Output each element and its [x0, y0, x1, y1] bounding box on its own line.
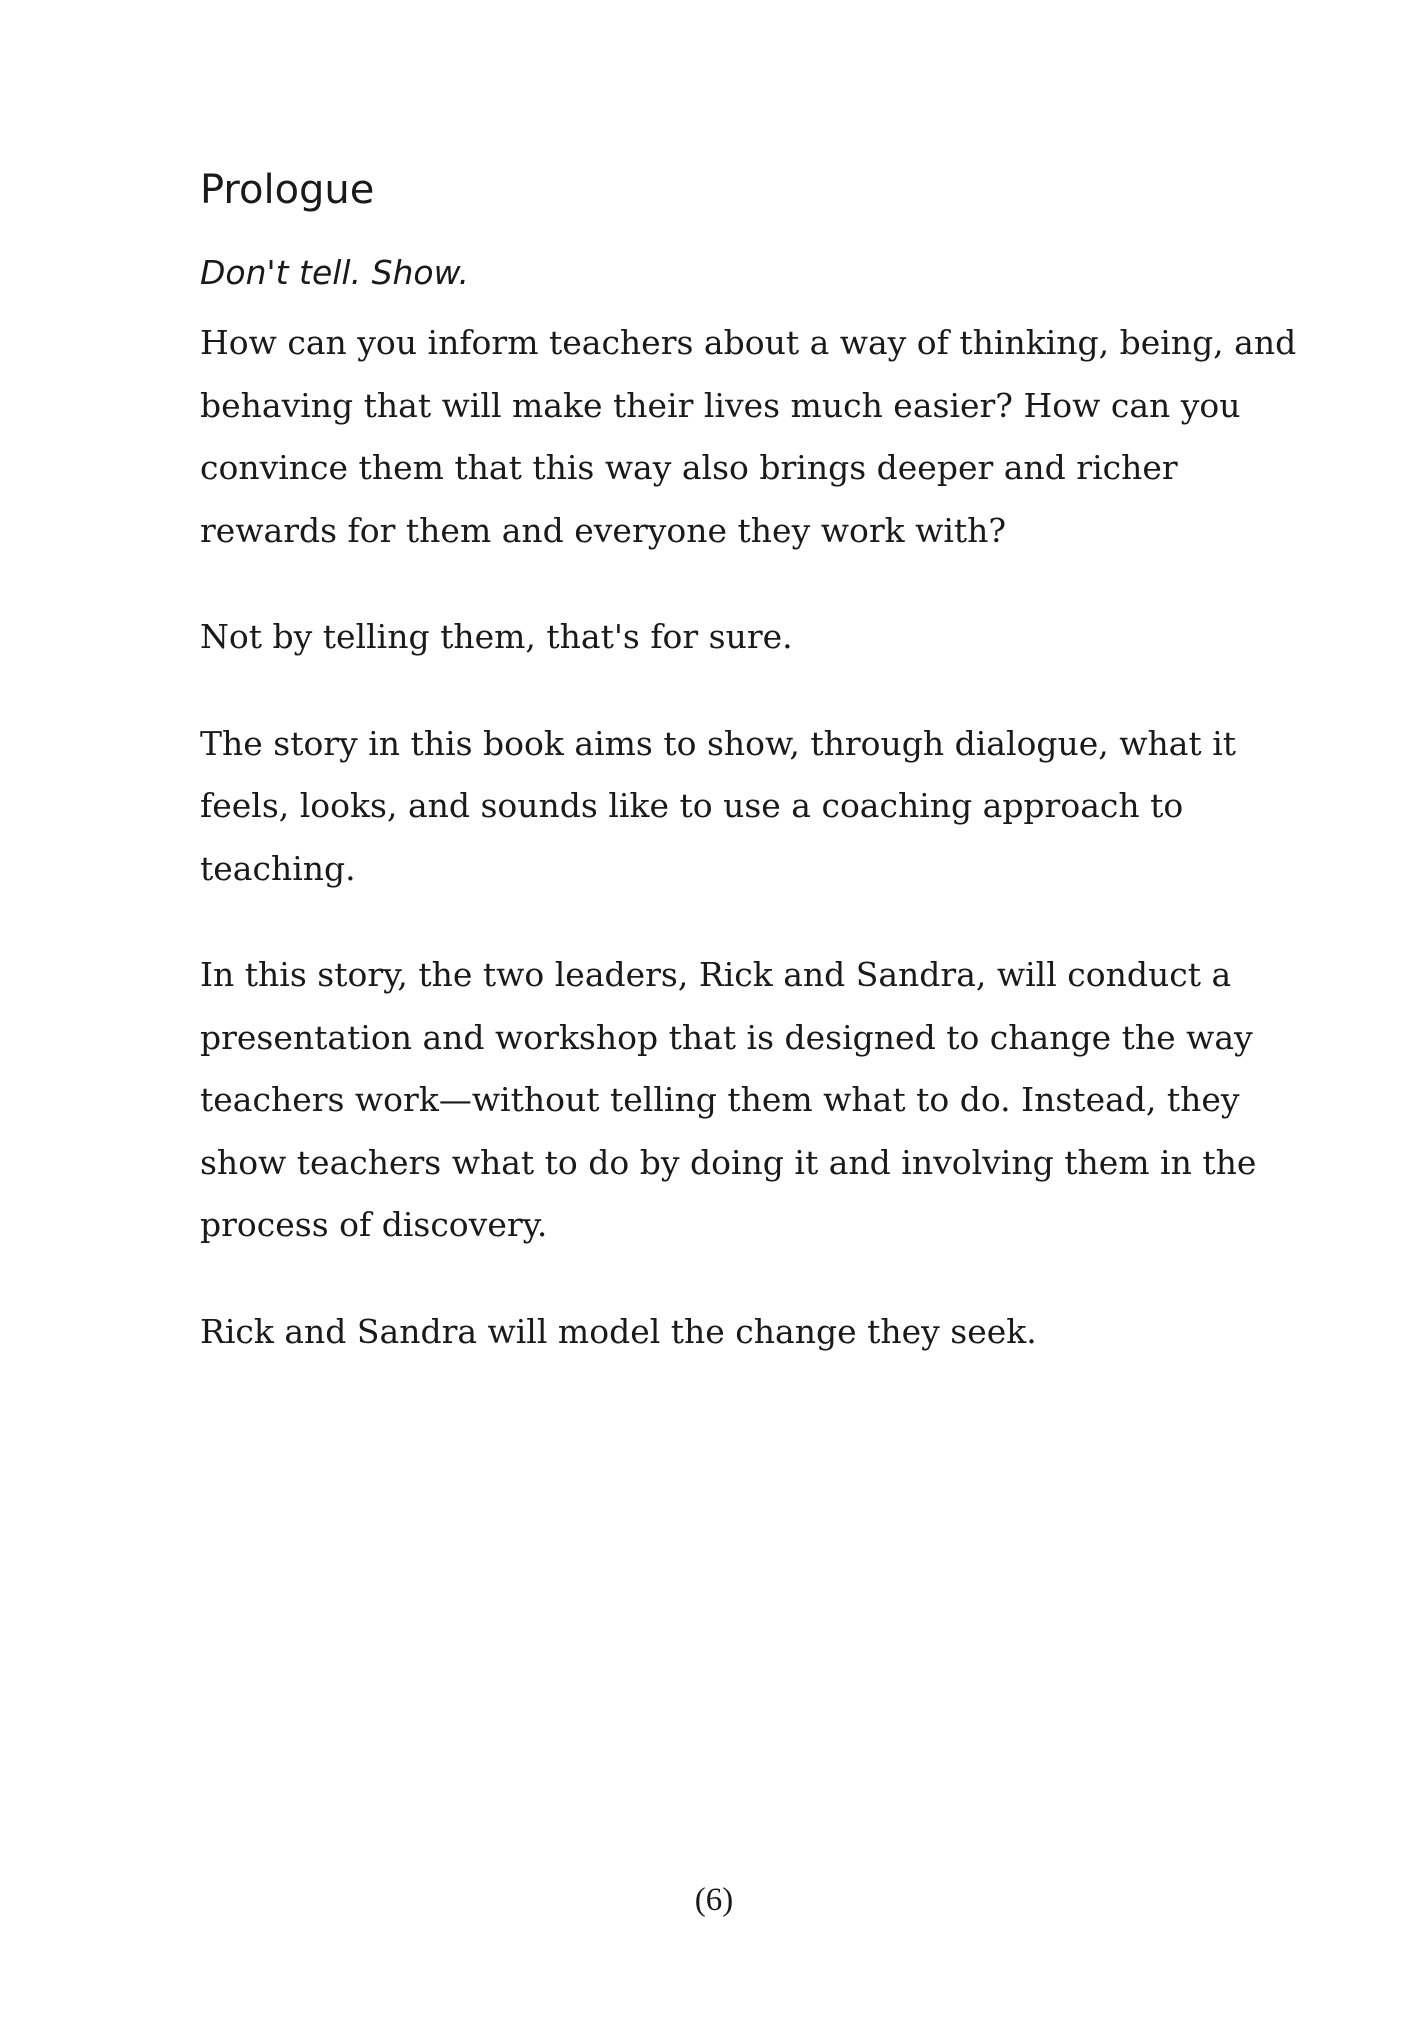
chapter-epigraph: Don't tell. Show.: [200, 253, 469, 292]
paragraph: Not by telling them, that's for sure.: [200, 617, 793, 656]
paragraph: In this story, the two leaders, Rick and Sandra, will conduct a presentation and workshop that is designed to change the way teachers work—without telling them what to do. Instead, they show teachers what to do by doing it and involving them in the process of discovery.: [200, 955, 1257, 1244]
page-content: [200, 160, 1300, 1363]
paragraph: The story in this book aims to show, through dialogue, what it feels, looks, and sounds like to use a coaching approach to teaching.: [200, 723, 1237, 888]
chapter-title: Prologue: [200, 167, 375, 213]
paragraph: Rick and Sandra will model the change they seek.: [200, 1311, 1037, 1351]
page-number: (6): [694, 1882, 734, 1918]
paragraph: How can you inform teachers about a way of thinking, being, and behaving that will make their lives much easier? How can you convince them that this way also brings deeper and richer rewards for them and everyone they work with?: [200, 323, 1297, 550]
